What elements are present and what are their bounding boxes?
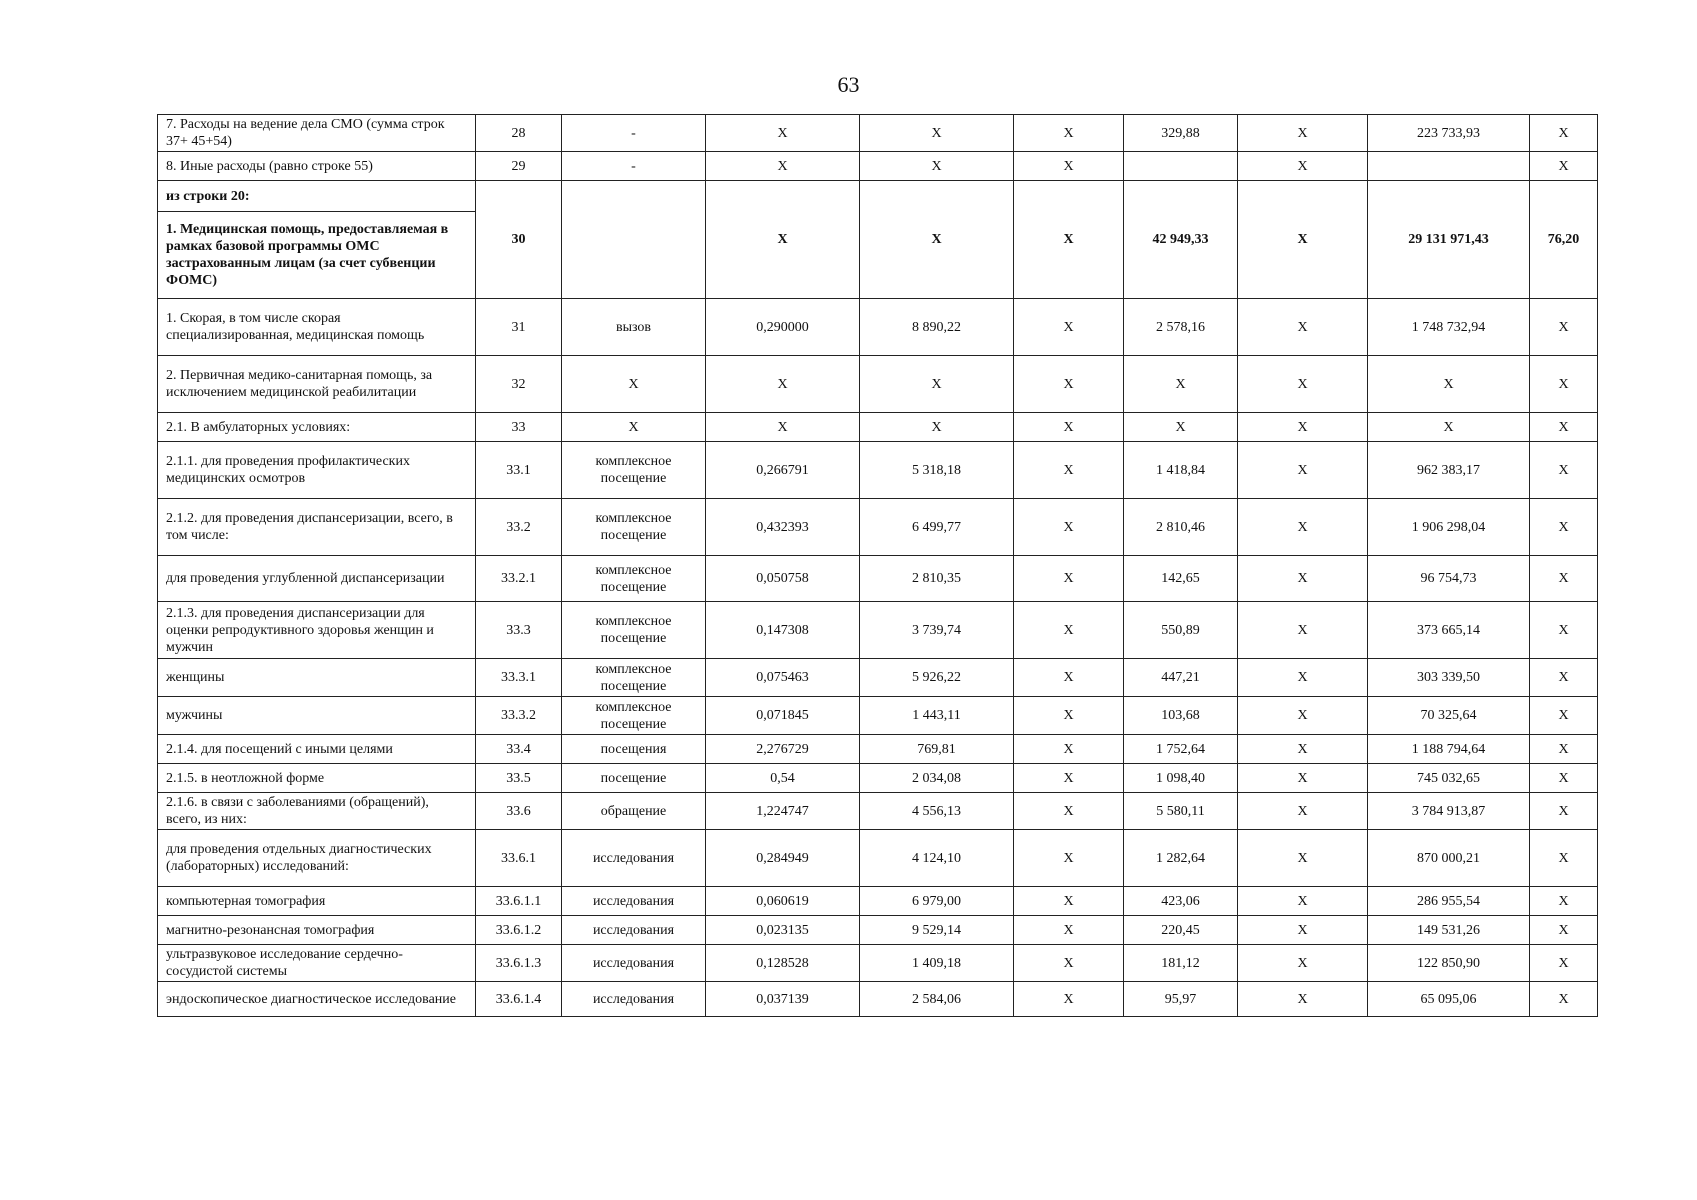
cell-c8: X <box>1238 887 1368 916</box>
cell-line: 33.5 <box>476 764 562 793</box>
cell-c4: 0,266791 <box>706 442 860 499</box>
cell-c9: 70 325,64 <box>1368 697 1530 735</box>
table-row <box>158 945 1598 982</box>
cell-unit: исследования <box>562 830 706 887</box>
cell-c6: X <box>1014 602 1124 659</box>
cell-c5: 1 443,11 <box>860 697 1014 735</box>
cell-name: женщины <box>158 659 476 697</box>
cell-name: ультразвуковое исследование сердечно-сосудистой системы <box>158 945 476 982</box>
cell-c5: 8 890,22 <box>860 299 1014 356</box>
cell-c4: 0,023135 <box>706 916 860 945</box>
cell-c8: X <box>1238 499 1368 556</box>
cell-c6: X <box>1014 793 1124 830</box>
cell-c10: X <box>1530 764 1598 793</box>
cell-c8: X <box>1238 602 1368 659</box>
cell-unit: X <box>562 356 706 413</box>
cell-name: 2.1.4. для посещений с иными целями <box>158 735 476 764</box>
cell-c10: X <box>1530 556 1598 602</box>
cell-c5: 3 739,74 <box>860 602 1014 659</box>
cell-name: 2. Первичная медико-санитарная помощь, за исключением медицинской реабилитации <box>158 356 476 413</box>
cell-c8: X <box>1238 556 1368 602</box>
cell-c5: 5 318,18 <box>860 442 1014 499</box>
cell-name: 2.1.1. для проведения профилактических медицинских осмотров <box>158 442 476 499</box>
group-cell-c6: X <box>1014 181 1124 299</box>
cell-c4: 0,075463 <box>706 659 860 697</box>
cell-c5: X <box>860 413 1014 442</box>
cell-c10: X <box>1530 793 1598 830</box>
cell-c9: 303 339,50 <box>1368 659 1530 697</box>
cell-name: компьютерная томография <box>158 887 476 916</box>
cell-c6: X <box>1014 697 1124 735</box>
cell-line: 33.6.1.4 <box>476 982 562 1017</box>
cell-c9: 1 188 794,64 <box>1368 735 1530 764</box>
cell-c6: X <box>1014 356 1124 413</box>
cell-c6: X <box>1014 152 1124 181</box>
group-header-row <box>158 181 1598 212</box>
cell-c9: 96 754,73 <box>1368 556 1530 602</box>
cell-c10: X <box>1530 356 1598 413</box>
cell-unit: комплексное посещение <box>562 602 706 659</box>
table-row <box>158 152 1598 181</box>
group-cell-line: 30 <box>476 181 562 299</box>
cell-line: 29 <box>476 152 562 181</box>
cell-c8: X <box>1238 152 1368 181</box>
cell-name: 2.1.6. в связи с заболеваниями (обращений), всего, из них: <box>158 793 476 830</box>
cell-c9: 745 032,65 <box>1368 764 1530 793</box>
cell-unit: исследования <box>562 916 706 945</box>
cell-c7: 103,68 <box>1124 697 1238 735</box>
table-row <box>158 697 1598 735</box>
cell-c7: 423,06 <box>1124 887 1238 916</box>
cell-c6: X <box>1014 442 1124 499</box>
cell-line: 33.6.1.2 <box>476 916 562 945</box>
cell-c4: 0,071845 <box>706 697 860 735</box>
cell-c8: X <box>1238 299 1368 356</box>
cell-c6: X <box>1014 659 1124 697</box>
cell-line: 33.6 <box>476 793 562 830</box>
cell-c7: 181,12 <box>1124 945 1238 982</box>
cell-c8: X <box>1238 659 1368 697</box>
cell-c8: X <box>1238 982 1368 1017</box>
group-cell-c7: 42 949,33 <box>1124 181 1238 299</box>
cell-name: 2.1.5. в неотложной форме <box>158 764 476 793</box>
group-cell-name: 1. Медицинская помощь, предоставляемая в рамках базовой программы ОМС застрахованным лицам (за счет субвенции ФОМС) <box>158 212 476 299</box>
cell-c4: X <box>706 115 860 152</box>
table-row <box>158 299 1598 356</box>
cell-c10: X <box>1530 735 1598 764</box>
cell-unit: исследования <box>562 945 706 982</box>
cell-c9 <box>1368 152 1530 181</box>
cell-c8: X <box>1238 442 1368 499</box>
cell-name: эндоскопическое диагностическое исследование <box>158 982 476 1017</box>
cell-c9: 1 748 732,94 <box>1368 299 1530 356</box>
group-cell-c10: 76,20 <box>1530 181 1598 299</box>
cell-c10: X <box>1530 115 1598 152</box>
cell-line: 33.3.1 <box>476 659 562 697</box>
cell-unit: комплексное посещение <box>562 442 706 499</box>
table-row <box>158 499 1598 556</box>
cell-c4: 0,54 <box>706 764 860 793</box>
cell-c6: X <box>1014 299 1124 356</box>
cell-c5: X <box>860 115 1014 152</box>
cell-c9: X <box>1368 413 1530 442</box>
cell-name: 1. Скорая, в том числе скорая специализированная, медицинская помощь <box>158 299 476 356</box>
cell-unit: - <box>562 115 706 152</box>
cell-c10: X <box>1530 916 1598 945</box>
group-cell-c4: X <box>706 181 860 299</box>
cell-c10: X <box>1530 152 1598 181</box>
table-row <box>158 887 1598 916</box>
cell-name: 7. Расходы на ведение дела СМО (сумма строк 37+ 45+54) <box>158 115 476 152</box>
cell-unit: вызов <box>562 299 706 356</box>
cell-line: 31 <box>476 299 562 356</box>
table-row <box>158 735 1598 764</box>
cell-name: 2.1.2. для проведения диспансеризации, всего, в том числе: <box>158 499 476 556</box>
from-line-label: из строки 20: <box>158 181 476 212</box>
cell-name: магнитно-резонансная томография <box>158 916 476 945</box>
cell-line: 33 <box>476 413 562 442</box>
cell-c7: X <box>1124 356 1238 413</box>
cell-unit: комплексное посещение <box>562 659 706 697</box>
cell-c10: X <box>1530 945 1598 982</box>
cell-c6: X <box>1014 115 1124 152</box>
cell-c4: 0,060619 <box>706 887 860 916</box>
cell-c10: X <box>1530 413 1598 442</box>
cell-c4: 0,284949 <box>706 830 860 887</box>
table-row <box>158 442 1598 499</box>
cell-c8: X <box>1238 945 1368 982</box>
cell-c4: 1,224747 <box>706 793 860 830</box>
cell-line: 28 <box>476 115 562 152</box>
table-row <box>158 764 1598 793</box>
table-row <box>158 659 1598 697</box>
cell-name: 8. Иные расходы (равно строке 55) <box>158 152 476 181</box>
table-row <box>158 356 1598 413</box>
cell-c7: 5 580,11 <box>1124 793 1238 830</box>
cell-c10: X <box>1530 697 1598 735</box>
group-cell-c9: 29 131 971,43 <box>1368 181 1530 299</box>
cell-c8: X <box>1238 697 1368 735</box>
cell-unit: обращение <box>562 793 706 830</box>
cell-c6: X <box>1014 764 1124 793</box>
cell-c7: 447,21 <box>1124 659 1238 697</box>
cell-c6: X <box>1014 556 1124 602</box>
cell-c10: X <box>1530 830 1598 887</box>
cell-line: 32 <box>476 356 562 413</box>
cell-c9: 373 665,14 <box>1368 602 1530 659</box>
table-row <box>158 982 1598 1017</box>
cell-c10: X <box>1530 659 1598 697</box>
cell-unit: исследования <box>562 887 706 916</box>
cell-c7: 1 418,84 <box>1124 442 1238 499</box>
cell-c10: X <box>1530 499 1598 556</box>
cell-c4: 0,128528 <box>706 945 860 982</box>
cell-c6: X <box>1014 916 1124 945</box>
cell-c8: X <box>1238 356 1368 413</box>
cell-c9: 65 095,06 <box>1368 982 1530 1017</box>
financing-table <box>157 114 1598 1017</box>
cell-c8: X <box>1238 764 1368 793</box>
table-row <box>158 556 1598 602</box>
cell-c8: X <box>1238 916 1368 945</box>
cell-c10: X <box>1530 299 1598 356</box>
cell-c4: X <box>706 152 860 181</box>
cell-unit: исследования <box>562 982 706 1017</box>
cell-c8: X <box>1238 115 1368 152</box>
cell-c7: 2 578,16 <box>1124 299 1238 356</box>
table-row <box>158 830 1598 887</box>
cell-unit: комплексное посещение <box>562 556 706 602</box>
cell-unit: - <box>562 152 706 181</box>
cell-c7: 1 098,40 <box>1124 764 1238 793</box>
cell-c4: X <box>706 413 860 442</box>
cell-name: для проведения отдельных диагностических (лабораторных) исследований: <box>158 830 476 887</box>
cell-c6: X <box>1014 945 1124 982</box>
cell-c8: X <box>1238 413 1368 442</box>
cell-c9: X <box>1368 356 1530 413</box>
cell-unit: X <box>562 413 706 442</box>
cell-c9: 1 906 298,04 <box>1368 499 1530 556</box>
cell-c5: 2 584,06 <box>860 982 1014 1017</box>
cell-c10: X <box>1530 887 1598 916</box>
cell-unit: комплексное посещение <box>562 697 706 735</box>
cell-c4: 0,432393 <box>706 499 860 556</box>
cell-c10: X <box>1530 982 1598 1017</box>
cell-line: 33.3.2 <box>476 697 562 735</box>
cell-c7: X <box>1124 413 1238 442</box>
cell-c6: X <box>1014 982 1124 1017</box>
cell-c9: 149 531,26 <box>1368 916 1530 945</box>
cell-c7: 1 752,64 <box>1124 735 1238 764</box>
cell-name: мужчины <box>158 697 476 735</box>
table-row <box>158 413 1598 442</box>
cell-unit: комплексное посещение <box>562 499 706 556</box>
cell-c4: 0,037139 <box>706 982 860 1017</box>
cell-c7: 2 810,46 <box>1124 499 1238 556</box>
cell-c9: 286 955,54 <box>1368 887 1530 916</box>
group-cell-c8: X <box>1238 181 1368 299</box>
cell-c7: 142,65 <box>1124 556 1238 602</box>
cell-c5: X <box>860 356 1014 413</box>
cell-line: 33.2.1 <box>476 556 562 602</box>
cell-c5: 2 810,35 <box>860 556 1014 602</box>
cell-name: 2.1. В амбулаторных условиях: <box>158 413 476 442</box>
cell-c7: 550,89 <box>1124 602 1238 659</box>
cell-name: для проведения углубленной диспансеризации <box>158 556 476 602</box>
cell-c4: 0,147308 <box>706 602 860 659</box>
cell-c5: 1 409,18 <box>860 945 1014 982</box>
cell-line: 33.4 <box>476 735 562 764</box>
cell-c8: X <box>1238 735 1368 764</box>
cell-c8: X <box>1238 793 1368 830</box>
cell-unit: посещение <box>562 764 706 793</box>
cell-c5: 9 529,14 <box>860 916 1014 945</box>
cell-c8: X <box>1238 830 1368 887</box>
cell-c7 <box>1124 152 1238 181</box>
cell-c6: X <box>1014 735 1124 764</box>
cell-c9: 870 000,21 <box>1368 830 1530 887</box>
cell-c6: X <box>1014 413 1124 442</box>
cell-c9: 223 733,93 <box>1368 115 1530 152</box>
table-row <box>158 115 1598 152</box>
cell-c10: X <box>1530 442 1598 499</box>
cell-c9: 962 383,17 <box>1368 442 1530 499</box>
cell-c5: 4 124,10 <box>860 830 1014 887</box>
cell-c6: X <box>1014 830 1124 887</box>
table-row <box>158 793 1598 830</box>
cell-c7: 95,97 <box>1124 982 1238 1017</box>
cell-c7: 220,45 <box>1124 916 1238 945</box>
table-row <box>158 916 1598 945</box>
cell-line: 33.3 <box>476 602 562 659</box>
cell-c5: X <box>860 152 1014 181</box>
cell-c4: X <box>706 356 860 413</box>
cell-c6: X <box>1014 499 1124 556</box>
cell-c9: 122 850,90 <box>1368 945 1530 982</box>
cell-unit: посещения <box>562 735 706 764</box>
cell-line: 33.6.1.1 <box>476 887 562 916</box>
cell-line: 33.1 <box>476 442 562 499</box>
group-cell-c5: X <box>860 181 1014 299</box>
cell-c5: 6 499,77 <box>860 499 1014 556</box>
cell-c4: 0,050758 <box>706 556 860 602</box>
cell-c5: 5 926,22 <box>860 659 1014 697</box>
cell-name: 2.1.3. для проведения диспансеризации для оценки репродуктивного здоровья женщин и мужчин <box>158 602 476 659</box>
cell-c6: X <box>1014 887 1124 916</box>
cell-c10: X <box>1530 602 1598 659</box>
cell-c7: 1 282,64 <box>1124 830 1238 887</box>
page-number: 63 <box>837 72 860 97</box>
cell-c7: 329,88 <box>1124 115 1238 152</box>
table-row <box>158 602 1598 659</box>
cell-c4: 2,276729 <box>706 735 860 764</box>
cell-c5: 2 034,08 <box>860 764 1014 793</box>
cell-line: 33.6.1 <box>476 830 562 887</box>
group-cell-unit <box>562 181 706 299</box>
cell-c9: 3 784 913,87 <box>1368 793 1530 830</box>
cell-c5: 6 979,00 <box>860 887 1014 916</box>
cell-line: 33.6.1.3 <box>476 945 562 982</box>
cell-c4: 0,290000 <box>706 299 860 356</box>
cell-c5: 4 556,13 <box>860 793 1014 830</box>
cell-line: 33.2 <box>476 499 562 556</box>
cell-c5: 769,81 <box>860 735 1014 764</box>
